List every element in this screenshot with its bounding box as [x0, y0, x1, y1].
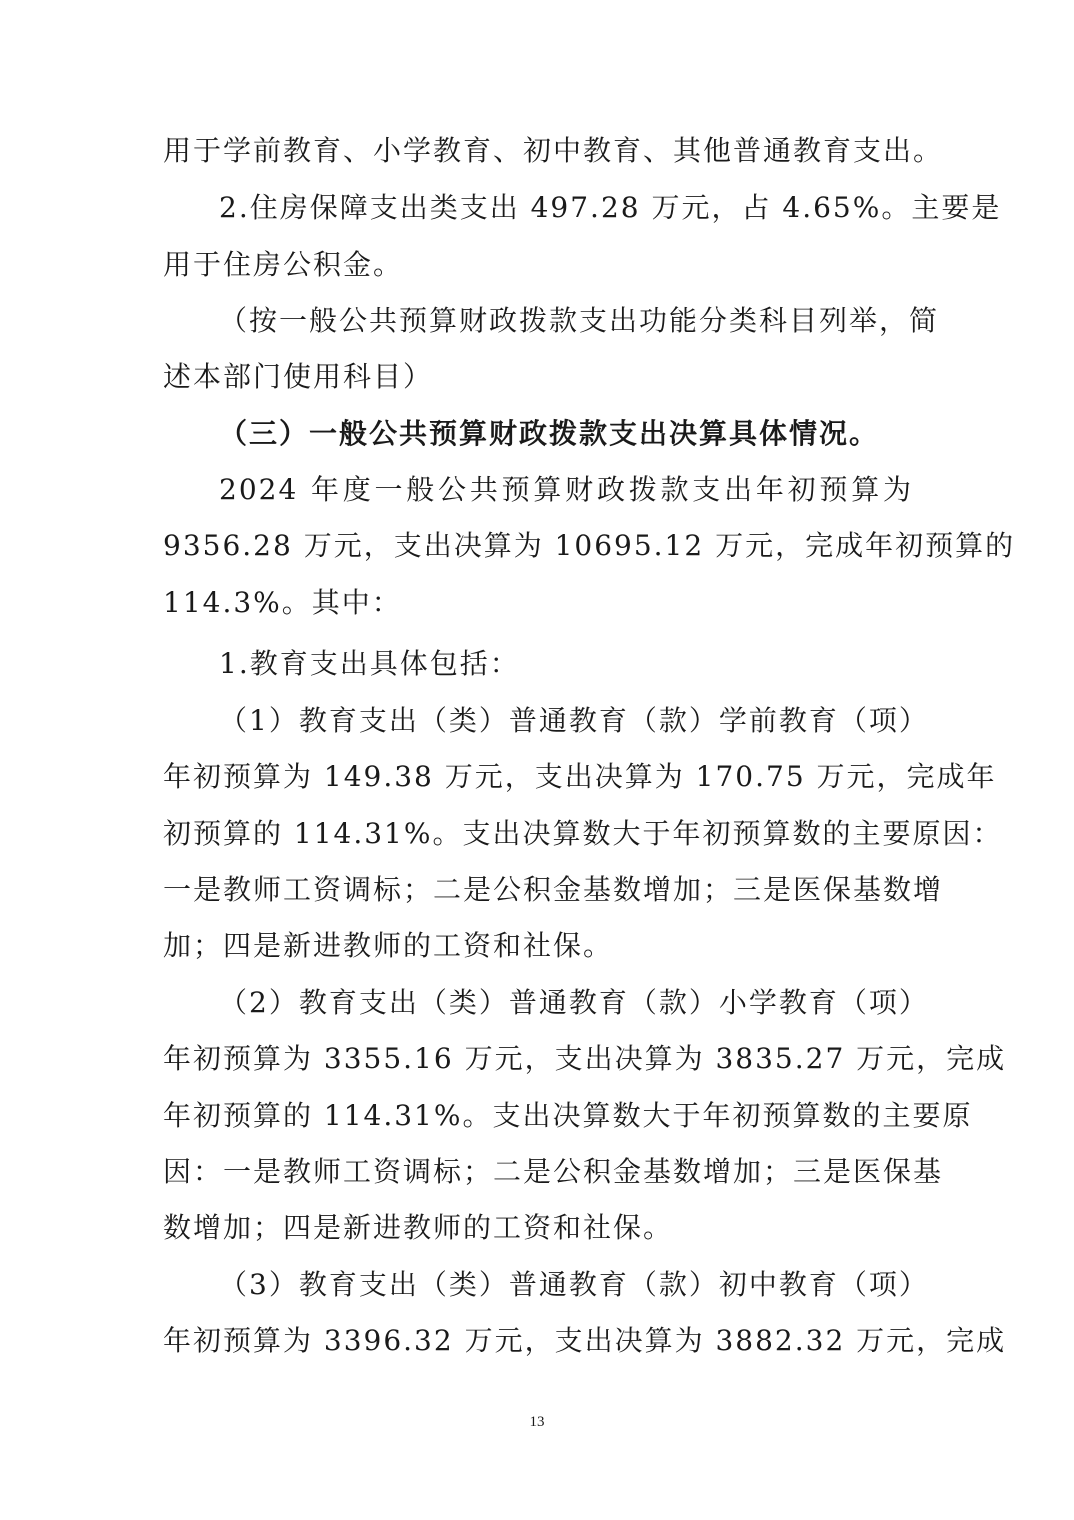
text-line-8: 9356.28 万元，支出决算为 10695.12 万元，完成年初预算的 [163, 529, 1016, 562]
page-number: 13 [529, 1414, 545, 1430]
text-line-5: 述本部门使用科目） [163, 360, 434, 393]
text-line-11: （1）教育支出（类）普通教育（款）学前教育（项） [219, 704, 929, 737]
text-line-12: 年初预算为 149.38 万元，支出决算为 170.75 万元，完成年 [163, 760, 997, 793]
text-line-15: 加；四是新进教师的工资和社保。 [163, 929, 614, 962]
text-line-3: 用于住房公积金。 [163, 248, 404, 281]
text-line-4: （按一般公共预算财政拨款支出功能分类科目列举，简 [219, 304, 940, 337]
text-line-14: 一是教师工资调标；二是公积金基数增加；三是医保基数增 [163, 873, 944, 906]
text-line-22: 年初预算为 3396.32 万元，支出决算为 3882.32 万元，完成 [163, 1324, 1007, 1357]
text-line-2: 2.住房保障支出类支出 497.28 万元，占 4.65%。主要是 [219, 191, 1002, 224]
text-line-13: 初预算的 114.31%。支出决算数大于年初预算数的主要原因： [163, 817, 1003, 850]
text-line-18: 年初预算的 114.31%。支出决算数大于年初预算数的主要原 [163, 1099, 973, 1132]
text-line-16: （2）教育支出（类）普通教育（款）小学教育（项） [219, 986, 929, 1019]
text-line-19: 因：一是教师工资调标；二是公积金基数增加；三是医保基 [163, 1155, 944, 1188]
text-line-9: 114.3%。其中： [163, 586, 402, 619]
text-line-10: 1.教育支出具体包括： [219, 647, 520, 680]
text-line-20: 数增加；四是新进教师的工资和社保。 [163, 1211, 674, 1244]
text-line-7: 2024 年度一般公共预算财政拨款支出年初预算为 [219, 473, 913, 506]
text-line-1: 用于学前教育、小学教育、初中教育、其他普通教育支出。 [163, 134, 944, 167]
text-line-17: 年初预算为 3355.16 万元，支出决算为 3835.27 万元，完成 [163, 1042, 1007, 1075]
text-line-21: （3）教育支出（类）普通教育（款）初中教育（项） [219, 1268, 929, 1301]
section-heading: （三）一般公共预算财政拨款支出决算具体情况。 [219, 417, 880, 450]
